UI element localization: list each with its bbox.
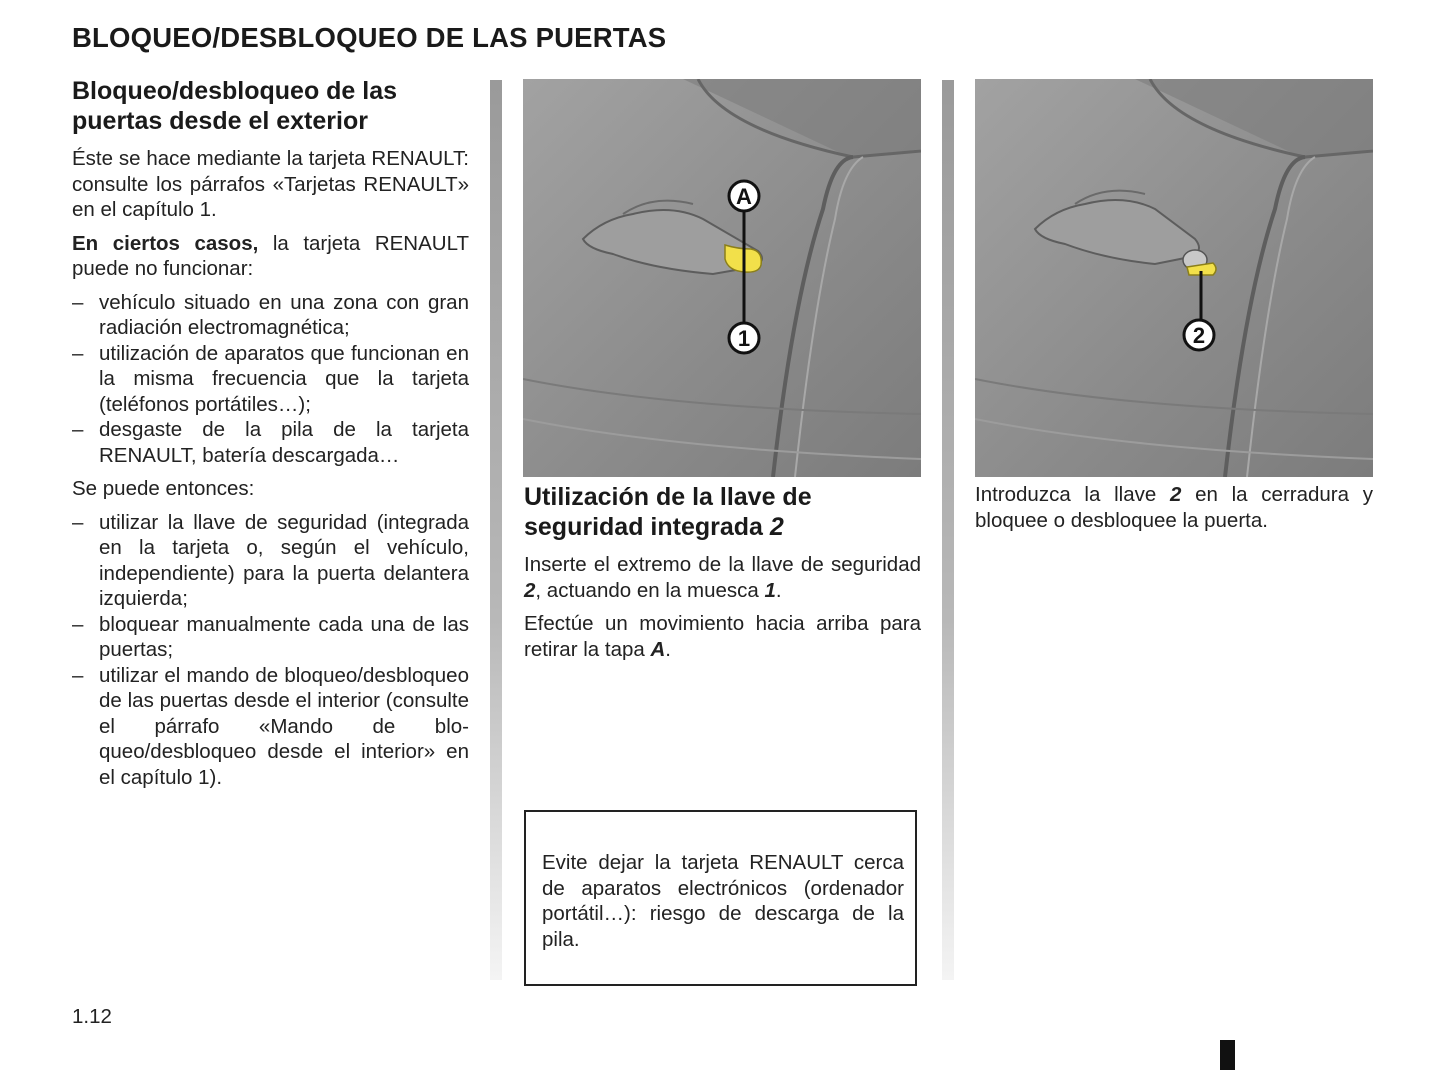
- callout-a-label: A: [736, 184, 752, 209]
- page-number: 1.12: [72, 1005, 112, 1028]
- middle-column: [524, 482, 921, 670]
- column-divider-left: [490, 80, 502, 980]
- text-run: Efectúe un movimiento hacia arriba para retirar la tapa: [524, 612, 921, 661]
- list-item: – utilización de aparatos que funcionan en la misma frecuencia que la tarjeta (teléfonos portátiles…);: [72, 341, 469, 418]
- ref-2: 2: [524, 578, 536, 602]
- page-edge-marker: [1220, 1040, 1235, 1070]
- heading-text: Utilización de la llave de seguridad integrada: [524, 483, 812, 541]
- then-paragraph: Se puede entonces:: [72, 477, 255, 500]
- insert-key-paragraph: [524, 552, 921, 603]
- text-run: Introduzca la llave: [975, 483, 1170, 506]
- cases-lead: En ciertos casos,: [72, 231, 259, 255]
- ref-1: 1: [764, 578, 776, 602]
- ref-2: 2: [1169, 483, 1182, 506]
- failure-causes-list: [72, 290, 469, 469]
- text-run: , actuando en la muesca: [535, 578, 765, 602]
- warning-note-text: Evite dejar la tarjeta RENAULT cerca de aparatos electrónicos (ordenador portátil…): riesgo de descarga de la pila.: [542, 851, 904, 951]
- door-handle-drawing: [523, 79, 921, 477]
- list-item: – utilizar el mando de bloqueo/desbloqueo de las puertas desde el interior (consulte el párrafo «Mando de bloqueo/desbloqueo desde el interior» en el capítulo 1).: [72, 663, 469, 791]
- left-column: [72, 76, 469, 798]
- text-run: en la cerradura y bloquee o desbloquee la puerta.: [975, 483, 1373, 532]
- section-heading-key: [524, 482, 921, 542]
- cases-paragraph: [72, 231, 469, 282]
- list-item: – vehículo situado en una zona con gran radiación electromagnética;: [72, 290, 469, 341]
- intro-paragraph: Éste se hace mediante la tarjeta RENAULT: consulte los párrafos «Tarjetas RENAULT» en el capítulo 1.: [72, 147, 469, 221]
- page-title: BLOQUEO/DESBLOQUEO DE LAS PUERTAS: [72, 22, 667, 53]
- list-item: – utilizar la llave de seguridad (integrada en la tarjeta o, según el vehículo, independiente) para la puerta delantera izquierda;: [72, 510, 469, 612]
- text-run: .: [665, 637, 671, 661]
- heading-ref: 2: [769, 513, 784, 541]
- door-handle-illustration-key: [975, 79, 1373, 477]
- right-column: [975, 482, 1373, 541]
- list-item: – desgaste de la pila de la tarjeta RENAULT, batería descargada…: [72, 417, 469, 468]
- callout-2-label: 2: [1192, 323, 1206, 348]
- alternatives-list: [72, 510, 469, 791]
- text-run: .: [775, 578, 782, 602]
- remove-cap-paragraph: [524, 611, 921, 662]
- callout-1-label: 1: [737, 326, 751, 351]
- text-run: Inserte el extremo de la llave de seguridad: [524, 553, 921, 576]
- section-heading-exterior: Bloqueo/desbloqueo de las puertas desde el exterior: [72, 77, 398, 135]
- cases-rest: la tarjeta RENAULT puede no funcionar:: [72, 231, 469, 280]
- list-item: – bloquear manualmente cada una de las puertas;: [72, 612, 469, 663]
- ref-a: A: [650, 637, 666, 661]
- insert-lock-paragraph: [975, 482, 1373, 533]
- column-divider-right: [942, 80, 954, 980]
- door-lock-drawing: [975, 79, 1373, 477]
- warning-note-box: [524, 810, 917, 986]
- door-handle-illustration-cap: [523, 79, 921, 477]
